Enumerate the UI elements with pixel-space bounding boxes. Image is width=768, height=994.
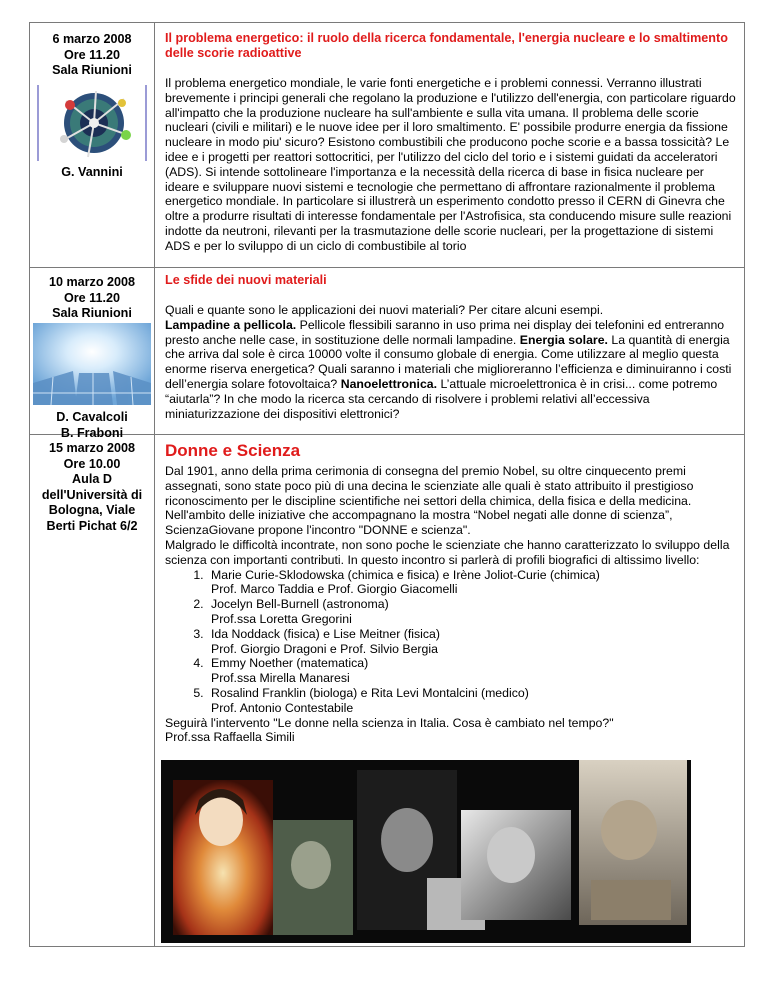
list-item — [207, 568, 739, 598]
scientist-name: Emmy Noether (matematica) — [211, 656, 369, 671]
list-item — [207, 656, 739, 686]
event3-closing-speaker: Prof.ssa Raffaella Simili — [165, 730, 295, 745]
event2-title: Le sfide dei nuovi materiali — [165, 273, 327, 287]
presenter-name: Prof. Antonio Contestabile — [211, 700, 354, 715]
event2-text-3: La quantità di energia che arriva dal sole è circa 10000 volte il consumo globale di energia. Come utilizzare al meglio questa enorme riserva energetica? Quali saranno i materiali che miglioreranno l’efficienza e diminuiranno i costi dell’energia solare fotovoltaica? — [165, 332, 732, 391]
event2-time: Ore 11.20 — [63, 290, 121, 305]
event1-place: Sala Riunioni — [52, 63, 132, 77]
event1-date: 6 marzo 2008 — [52, 32, 132, 46]
event2-text-4: L’attuale microelettronica è in crisi... come potremo “aiutarla”? In che modo la ricerca sta cercando di risolvere i problemi relativi all’eccessiva miniaturizzazione dei dispositivi elettronici? — [165, 376, 718, 421]
row-divider — [30, 267, 744, 268]
presenter-name: Prof.ssa Loretta Gregorini — [211, 611, 352, 626]
list-item — [207, 627, 739, 657]
schedule-table — [29, 22, 745, 947]
event2-date: 10 marzo 2008 — [48, 275, 136, 289]
column-divider — [154, 23, 155, 946]
event2-info — [30, 275, 154, 322]
event2-highlight-1: Lampadine a pellicola. — [165, 317, 297, 332]
event2-highlight-3: Nanoelettronica. — [340, 376, 438, 391]
event3-title: Donne e Scienza — [165, 441, 301, 460]
event2-text-2: Pellicole flessibili saranno in uso prima nei display dei telefonini ed entreranno presto anche nelle case, in sostituzione delle normali lampadine. — [165, 317, 725, 347]
event3-place-3: Bologna, Viale — [48, 503, 136, 517]
event2-speaker-1: D. Cavalcoli — [56, 410, 128, 424]
event2-text-1: Quali e quante sono le applicazioni dei nuovi materiali? Per citare alcuni esempi. — [165, 303, 604, 317]
scientist-name: Jocelyn Bell-Burnell (astronoma) — [211, 597, 389, 612]
event2-description — [165, 303, 739, 421]
event1-title: Il problema energetico: il ruolo della ricerca fondamentale, l'energia nucleare e lo smaltimento delle scorie radioattive — [165, 31, 728, 60]
list-item — [207, 686, 739, 716]
event3-info — [30, 441, 154, 534]
event3-intro-2: Malgrado le difficoltà incontrate, non sono poche le scienziate che hanno caratterizzato lo sviluppo della scienza con importanti contributi. In questo incontro si parlerà di profili biografici di altissimo livello: — [165, 537, 730, 567]
event1-content — [165, 31, 739, 254]
presenter-name: Prof.ssa Mirella Manaresi — [211, 671, 350, 686]
event2-content — [165, 273, 739, 421]
scientist-name: Marie Curie-Sklodowska (chimica e fisica) e Irène Joliot-Curie (chimica) — [211, 567, 600, 582]
list-item — [207, 597, 739, 627]
event1-info — [30, 32, 154, 79]
event2-highlight-2: Energia solare. — [519, 332, 608, 347]
event3-time: Ore 10.00 — [63, 456, 121, 471]
event3-place-1: Aula D — [72, 472, 112, 486]
event2-speaker-2: B. Fraboni — [60, 425, 124, 440]
presenter-name: Prof. Giorgio Dragoni e Prof. Silvio Bergia — [211, 641, 438, 656]
scientists-list — [165, 568, 739, 716]
scientist-name: Ida Noddack (fisica) e Lise Meitner (fisica) — [211, 626, 440, 641]
event3-place-4: Berti Pichat 6/2 — [46, 518, 138, 533]
event3-content — [165, 441, 739, 745]
event2-speakers — [30, 410, 154, 441]
event3-date: 15 marzo 2008 — [48, 441, 136, 455]
event3-closing: Seguirà l'intervento "Le donne nella scienza in Italia. Cosa è cambiato nel tempo?" — [165, 715, 614, 730]
scientist-name: Rosalind Franklin (biologa) e Rita Levi Montalcini (medico) — [211, 685, 529, 700]
presenter-name: Prof. Marco Taddia e Prof. Giorgio Giacomelli — [211, 582, 458, 597]
event3-place-2: dell'Università di — [41, 487, 143, 502]
event1-time: Ore 11.20 — [63, 47, 121, 62]
women-scientists-collage — [161, 760, 691, 943]
solar-panels-image — [33, 323, 151, 405]
accelerator-image — [36, 83, 148, 163]
event3-intro-1: Dal 1901, anno della prima cerimonia di consegna del premio Nobel, su oltre cinquecento premi assegnati, sono state poco più di una decina le scienziate alle quali è stato attribuito il prestigioso riconoscimento per le discipline scientifiche nei settori della chimica, della fisica e della medicina. Nell'ambito delle iniziative che accompagnano la mostra “Nobel negati alle donne di scienza”, ScienzaGiovane propone l'incontro "DONNE e scienza". — [165, 464, 694, 538]
event2-place: Sala Riunioni — [52, 306, 132, 320]
event1-speaker: G. Vannini — [61, 165, 123, 179]
event1-description: Il problema energetico mondiale, le varie fonti energetiche e i problemi connessi. Verranno illustrati brevemente i principi generali che regolano la produzione e l'utilizzo dell'energia, con particolare riguardo all'impatto che la produzione nucleare ha sull'ambiente e sulla vita umana. Il problema delle scorie nucleari (civili e militari) e le nuove idee per il loro smaltimento. E' possibile produrre energia da fissione nucleare in modo piu' sicuro? Esistono combustibili che producono poche scorie e a bassa tossicità? Le idee e i progetti per reattori sottocritici, per l'utilizzo del ciclo del torio e i sistemi guidati da acceleratori (ADS). Si intende sottolineare l'importanza e la necessità della ricerca di base in fisica nucleare per ideare e sviluppare nuovi sistemi e tecnologie che permettano di affrontare razionalmente il problema energetico mondiale. In particolare si illustrerà un esperimento condotto presso il CERN di Ginevra che oltre a produrre risultati di interesse fondamentale per l'Astrofisica, sta conducendo misure sulle reazioni indotte da neutroni, rilevanti per la trasmutazione delle scorie nucleari, per la progettazione di sistemi ADS e per lo sviluppo di un ciclo di combustibile al torio — [165, 76, 736, 253]
